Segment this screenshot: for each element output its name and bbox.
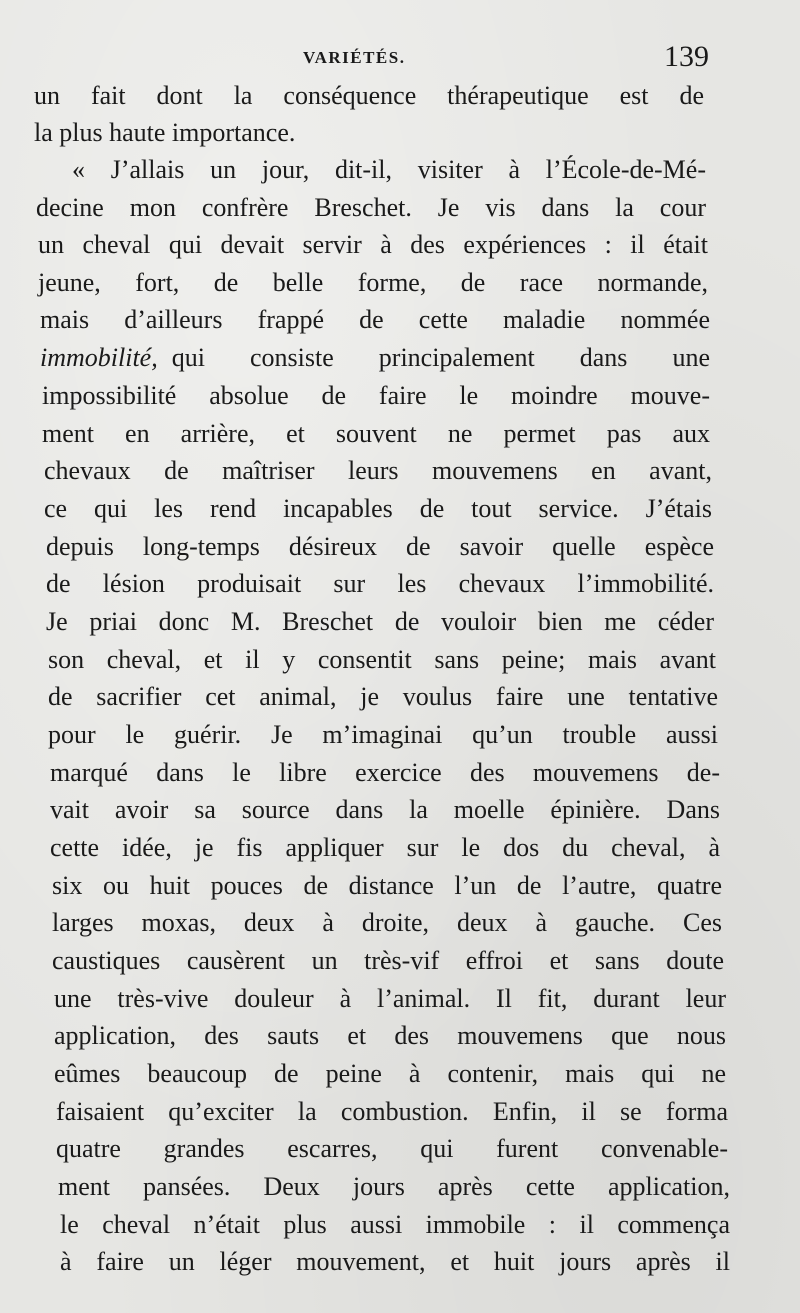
text-line: eûmes beaucoup de peine à contenir, mais qui ne (54, 1059, 726, 1088)
text-line: la plus haute importance. (34, 118, 296, 147)
text-line: une très-vive douleur à l’animal. Il fit, durant leur (54, 984, 726, 1013)
text-line: faisaient qu’exciter la combustion. Enfin, il se forma (56, 1097, 728, 1126)
text-line: de sacrifier cet animal, je voulus faire une tentative (48, 682, 718, 711)
text-line: pour le guérir. Je m’imaginai qu’un trouble aussi (48, 720, 718, 749)
text-line: mais d’ailleurs frappé de cette maladie nommée (40, 305, 710, 334)
text-line-rest: qui consiste principalement dans une (171, 343, 710, 372)
text-line: jeune, fort, de belle forme, de race normande, (38, 268, 708, 297)
text-line: Je priai donc M. Breschet de vouloir bien me céder (46, 607, 714, 636)
text-line: chevaux de maîtriser leurs mouvemens en avant, (44, 456, 712, 485)
text-line (40, 340, 710, 376)
text-line: ment pansées. Deux jours après cette application, (58, 1172, 730, 1201)
text-line: « J’allais un jour, dit-il, visiter à l’École-de-Mé- (72, 155, 706, 184)
text-line: à faire un léger mouvement, et huit jours après il (60, 1247, 730, 1276)
text-line: impossibilité absolue de faire le moindre mouve- (42, 381, 710, 410)
text-line: de lésion produisait sur les chevaux l’immobilité. (46, 569, 714, 598)
text-line: quatre grandes escarres, qui furent convenable- (56, 1134, 728, 1163)
italic-word: immobilité, (40, 343, 158, 372)
text-line: son cheval, et il y consentit sans peine; mais avant (48, 645, 716, 674)
text-line: un cheval qui devait servir à des expériences : il était (38, 230, 708, 259)
text-line: ce qui les rend incapables de tout service. J’étais (44, 494, 712, 523)
text-line: six ou huit pouces de distance l’un de l’autre, quatre (52, 871, 722, 900)
text-line: caustiques causèrent un très-vif effroi et sans doute (52, 946, 724, 975)
text-line: ment en arrière, et souvent ne permet pas aux (42, 419, 710, 448)
text-line: vait avoir sa source dans la moelle épinière. Dans (50, 795, 720, 824)
text-line: le cheval n’était plus aussi immobile : il commença (60, 1210, 730, 1239)
running-head: VARIÉTÉS. (303, 48, 406, 67)
text-line: larges moxas, deux à droite, deux à gauche. Ces (52, 908, 722, 937)
text-line: marqué dans le libre exercice des mouvemens de- (50, 758, 720, 787)
text-line: application, des sauts et des mouvemens que nous (54, 1021, 726, 1050)
text-line: decine mon confrère Breschet. Je vis dans la cour (36, 193, 706, 222)
page-header (0, 40, 800, 74)
text-line: cette idée, je fis appliquer sur le dos du cheval, à (50, 833, 720, 862)
text-line: depuis long-temps désireux de savoir quelle espèce (46, 532, 714, 561)
page-number: 139 (664, 40, 709, 73)
text-line: un fait dont la conséquence thérapeutique est de (34, 81, 704, 110)
